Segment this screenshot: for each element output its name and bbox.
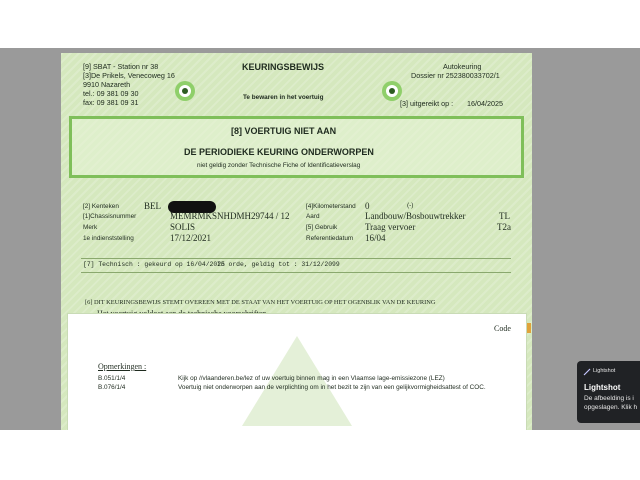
toast-message-line-1: De afbeelding is i <box>584 395 634 402</box>
toast-title: Lightshot <box>584 383 621 392</box>
first-registration-label: 1e indienststelling <box>83 235 134 242</box>
reference-date-label: Referentiedatum <box>306 235 354 242</box>
divider <box>81 272 511 273</box>
first-registration-value: 17/12/2021 <box>170 233 212 243</box>
station-line: [9] SBAT - Station nr 38 <box>83 62 159 71</box>
feather-icon <box>583 368 591 376</box>
mileage-value: 0 <box>365 201 370 211</box>
plate-value: BEL <box>144 201 161 211</box>
inspection-type: Autokeuring <box>443 62 482 71</box>
lightshot-notification[interactable] <box>577 361 640 423</box>
kind-code: TL <box>499 211 510 221</box>
toast-message-line-2: opgeslagen. Klik h <box>584 404 638 411</box>
reference-date-value: 16/04 <box>365 233 386 243</box>
use-label: [5] Gebruik <box>306 224 338 231</box>
inspection-certificate <box>61 53 532 430</box>
issue-label: [3] uitgereikt op : <box>400 99 454 108</box>
mileage-label: [4]Kilometerstand <box>306 203 356 210</box>
code-label: Code <box>494 324 511 333</box>
chassis-value: MEMRMKSNHDMH29744 / 12 <box>170 211 290 221</box>
scroll-marker <box>527 323 531 333</box>
issue-date: 16/04/2025 <box>467 99 503 108</box>
fax-line: fax: 09 381 09 31 <box>83 98 139 107</box>
validity-line: In orde, geldig tot : 31/12/2099 <box>217 261 340 268</box>
use-code: T2a <box>497 222 511 232</box>
remark-text: Voertuig niet onderworpen aan de verplichting om in het bezit te zijn van een gelijkvormigheidsattest of COC. <box>178 384 486 391</box>
status-banner <box>69 116 524 178</box>
chassis-label: [1]Chassisnummer <box>83 213 137 220</box>
address-line-1: [3]De Prikels, Venecoweg 16 <box>83 71 175 80</box>
statement-line: [6] DIT KEURINGSBEWIJS STEMT OVEREEN MET DE STAAT VAN HET VOERTUIG OP HET OGENBLIK VAN DE KEURING <box>85 299 436 306</box>
remark-code: B.076/1/4 <box>98 384 126 391</box>
technical-line: [7] Technisch : gekeurd op 16/04/2025 <box>83 261 225 268</box>
plate-label: [2] Kenteken <box>83 203 119 210</box>
brand-value: SOLIS <box>170 222 196 232</box>
kind-label: Aard <box>306 213 320 220</box>
phone-line: tel.: 09 381 09 30 <box>83 89 139 98</box>
address-line-2: 9910 Nazareth <box>83 80 131 89</box>
toast-app-name: Lightshot <box>593 368 616 374</box>
use-value: Traag vervoer <box>365 222 416 232</box>
dossier-number: Dossier nr 252380033702/1 <box>411 71 500 80</box>
divider <box>81 258 511 259</box>
kind-value: Landbouw/Bosbouwtrekker <box>365 211 466 221</box>
brand-label: Merk <box>83 224 98 231</box>
left-eye-emblem-icon <box>174 80 196 102</box>
document-title: KEURINGSBEWIJS <box>242 62 325 72</box>
document-subtitle: Te bewaren in het voertuig <box>243 94 324 101</box>
remark-text: Kijk op //vlaanderen.be/lez of uw voertuig binnen mag in een Vlaamse lage-emissiezone (LEZ) <box>178 375 445 382</box>
banner-line-3: niet geldig zonder Technische Fiche of Identificatieverslag <box>197 162 361 169</box>
remark-code: B.051/1/4 <box>98 375 126 382</box>
remarks-area <box>67 313 527 430</box>
banner-line-1: [8] VOERTUIG NIET AAN <box>231 126 337 136</box>
remarks-title: Opmerkingen : <box>98 362 147 371</box>
mileage-unit: (-) <box>407 202 414 209</box>
banner-line-2: DE PERIODIEKE KEURING ONDERWORPEN <box>184 147 374 157</box>
